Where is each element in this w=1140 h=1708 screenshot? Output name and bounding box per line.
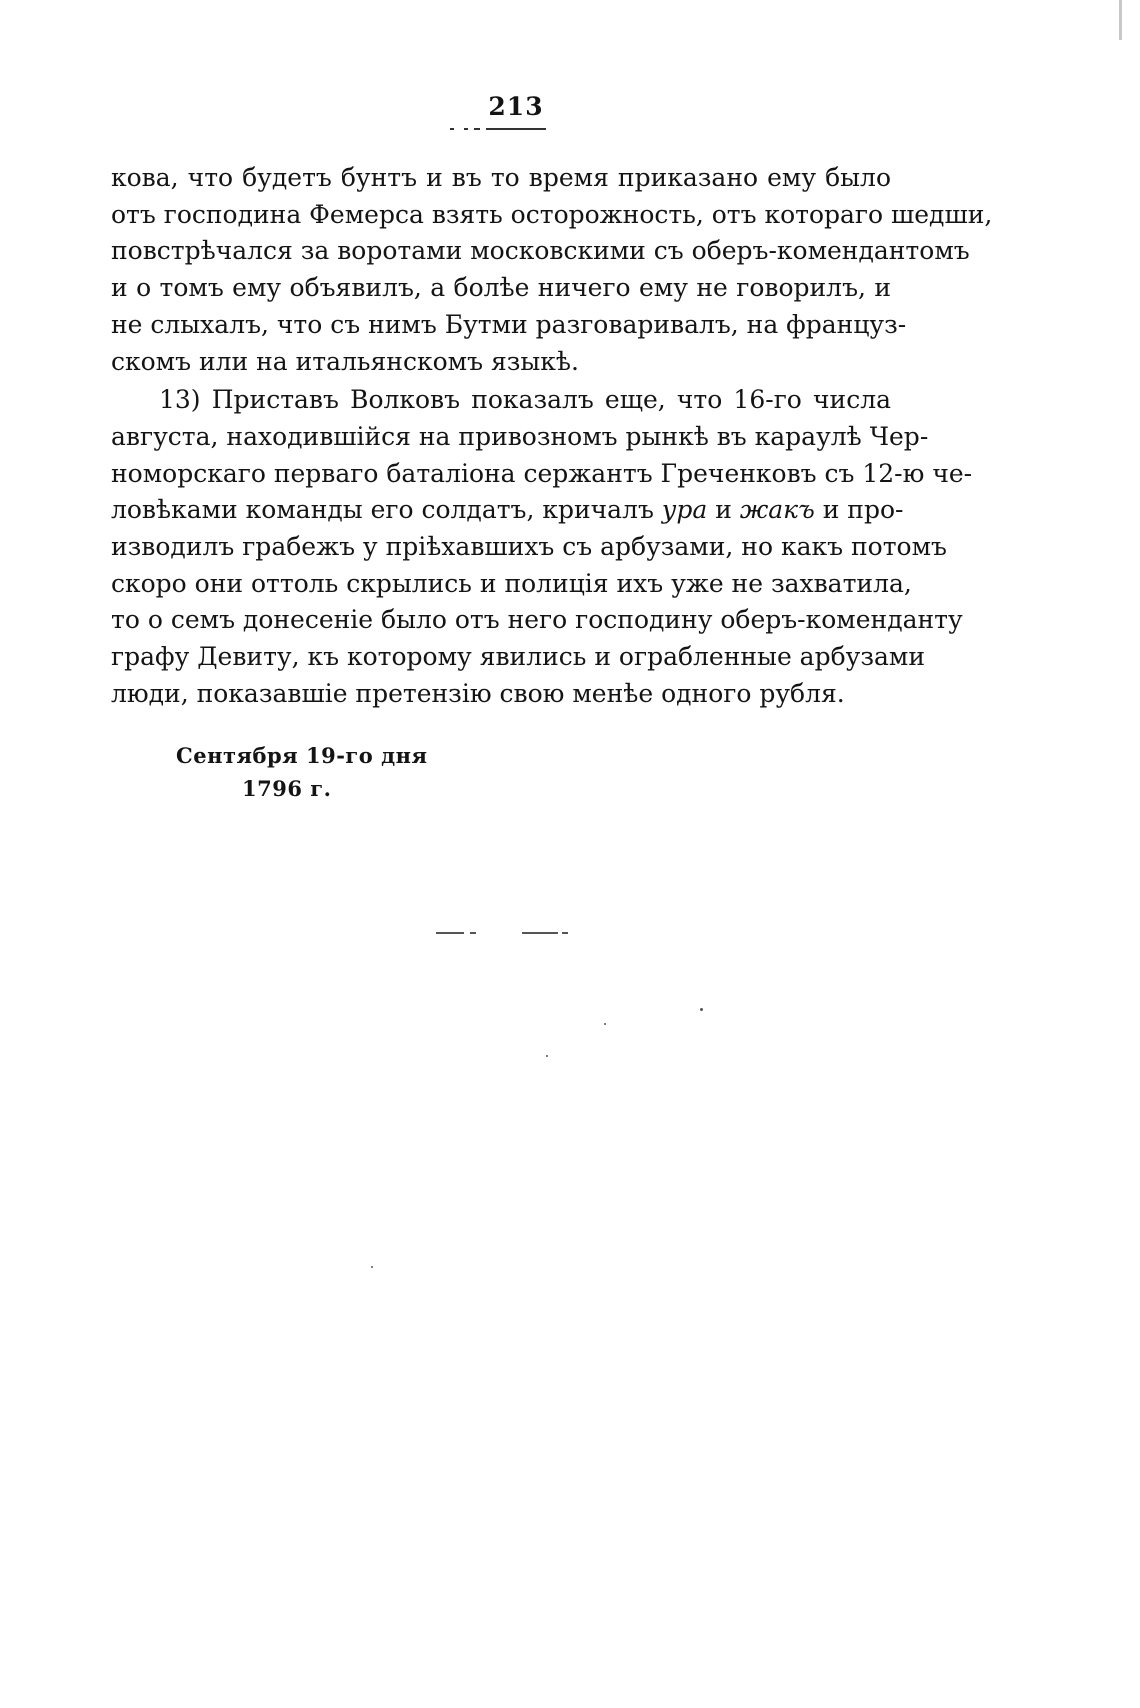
text-run: и (715, 495, 732, 525)
text-line: изводилъ грабежъ у пріѣхавшихъ съ арбузами, но какъ потомъ (111, 532, 947, 562)
text-line: не слыхалъ, что съ нимъ Бутми разговаривалъ, на француз- (111, 309, 907, 339)
text-line: отъ господина Фемерса взять осторожность, отъ котораго шедши, (111, 199, 993, 229)
text-line: кова, что будетъ бунтъ и въ то время приказано ему было (111, 163, 891, 192)
scan-speck (604, 1023, 606, 1025)
end-ornament (436, 932, 464, 934)
page-number: 213 (488, 92, 544, 121)
paragraph-2 (111, 382, 973, 712)
paragraph-1 (111, 160, 993, 380)
dateline-year: 1796 г. (242, 776, 332, 801)
scan-speck (700, 1008, 703, 1011)
text-line: номорскаго перваго баталіона сержантъ Греченковъ съ 12-ю че- (111, 458, 973, 488)
text-line: скомъ или на итальянскомъ языкѣ. (111, 346, 579, 376)
text-run: и про- (822, 495, 904, 525)
text-line: повстрѣчался за воротами московскими съ оберъ-комендантомъ (111, 236, 970, 266)
text-run: ловѣками команды его солдатъ, кричалъ (111, 495, 654, 525)
text-line: то о семъ донесеніе было отъ него господину оберъ-коменданту (111, 605, 963, 635)
text-line: графу Девиту, къ которому явились и ограбленные арбузами (111, 642, 926, 672)
end-ornament (562, 932, 568, 934)
text-line-mixed (111, 492, 904, 529)
italic-word: ура (661, 495, 708, 525)
text-line: люди, показавшіе претензію свою менѣе одного рубля. (111, 678, 845, 708)
text-line: и о томъ ему объявилъ, а болѣе ничего ему не говорилъ, и (111, 273, 891, 303)
end-ornament (470, 932, 476, 934)
italic-word: жакъ (739, 495, 815, 525)
body-text (111, 160, 993, 713)
scan-speck (546, 1055, 548, 1057)
text-line: августа, находившійся на привозномъ рынкѣ въ караулѣ Чер- (111, 421, 929, 451)
dateline-day: Сентября 19-го дня (176, 743, 428, 768)
scan-edge-line (1119, 0, 1122, 40)
text-line: скоро они оттоль скрылись и полиція ихъ уже не захватила, (111, 568, 912, 598)
page-number-rule (450, 128, 550, 136)
end-ornament (522, 932, 558, 934)
scan-speck (371, 1266, 373, 1268)
text-line: 13) Приставъ Волковъ показалъ еще, что 16-го числа (159, 385, 891, 415)
